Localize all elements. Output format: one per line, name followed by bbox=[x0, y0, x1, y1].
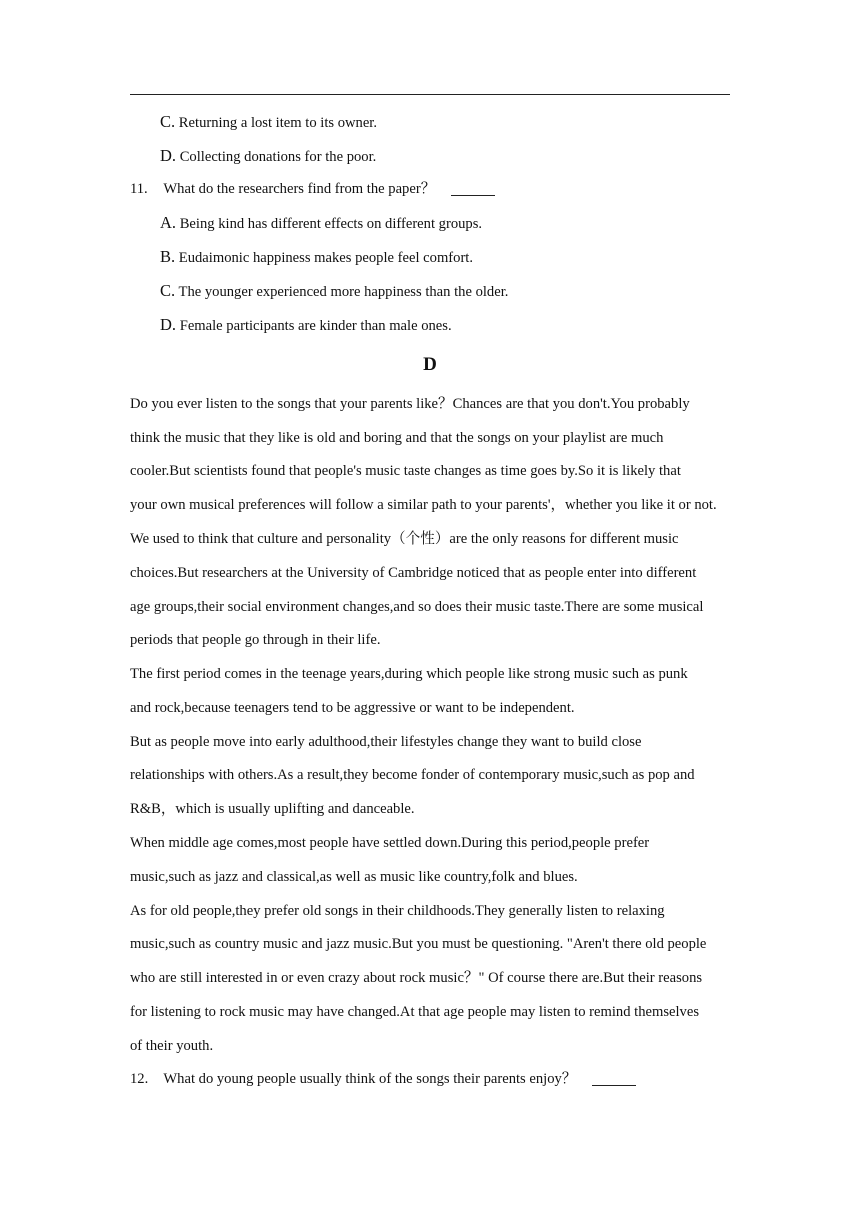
option-text: Eudaimonic happiness makes people feel comfort. bbox=[178, 250, 474, 266]
q11-option-c bbox=[160, 282, 508, 301]
option-letter: D. bbox=[160, 146, 177, 165]
question-number: 11. bbox=[130, 181, 148, 197]
option-letter: B. bbox=[160, 247, 176, 266]
option-text: Collecting donations for the poor. bbox=[179, 149, 377, 165]
passage-line: As for old people,they prefer old songs in their childhoods.They generally listen to relaxing bbox=[130, 903, 665, 919]
passage-line: We used to think that culture and personality（个性）are the only reasons for different music bbox=[130, 531, 679, 547]
passage-line: But as people move into early adulthood,their lifestyles change they want to build close bbox=[130, 734, 642, 750]
passage-line: of their youth. bbox=[130, 1038, 214, 1054]
option-letter: A. bbox=[160, 213, 177, 232]
header-rule bbox=[130, 94, 730, 95]
q10-option-c bbox=[160, 113, 377, 132]
question-text: What do young people usually think of the songs their parents enjoy？ bbox=[163, 1071, 577, 1087]
passage-line: relationships with others.As a result,they become fonder of contemporary music,such as pop and bbox=[130, 767, 695, 783]
passage-line: cooler.But scientists found that people's music taste changes as time goes by.So it is likely that bbox=[130, 463, 681, 479]
answer-blank bbox=[451, 181, 495, 196]
passage-line: Do you ever listen to the songs that your parents like？Chances are that you don't.You probably bbox=[130, 396, 690, 412]
passage-line: who are still interested in or even crazy about rock music？" Of course there are.But their reasons bbox=[130, 970, 703, 986]
q11-option-b bbox=[160, 248, 473, 267]
option-letter: C. bbox=[160, 112, 176, 131]
section-heading: D bbox=[423, 354, 437, 375]
question-12 bbox=[130, 1070, 636, 1088]
passage-line: age groups,their social environment changes,and so does their music taste.There are some musical bbox=[130, 599, 704, 615]
question-number: 12. bbox=[130, 1071, 149, 1087]
option-text: Being kind has different effects on different groups. bbox=[179, 216, 483, 232]
passage-line: for listening to rock music may have changed.At that age people may listen to remind themselves bbox=[130, 1004, 699, 1020]
passage-line: When middle age comes,most people have settled down.During this period,people prefer bbox=[130, 835, 650, 851]
passage-line: think the music that they like is old and boring and that the songs on your playlist are much bbox=[130, 430, 664, 446]
passage-line: and rock,because teenagers tend to be aggressive or want to be independent. bbox=[130, 700, 575, 716]
passage-line: music,such as country music and jazz music.But you must be questioning. "Aren't there old people bbox=[130, 936, 707, 952]
option-letter: C. bbox=[160, 281, 176, 300]
option-text: Returning a lost item to its owner. bbox=[178, 115, 378, 131]
passage-line: R&B，which is usually uplifting and danceable. bbox=[130, 801, 415, 817]
passage-line: music,such as jazz and classical,as well as music like country,folk and blues. bbox=[130, 869, 578, 885]
option-text: The younger experienced more happiness than the older. bbox=[178, 284, 509, 300]
passage-line: your own musical preferences will follow a similar path to your parents'，whether you like it or not. bbox=[130, 497, 717, 513]
answer-blank bbox=[592, 1071, 636, 1086]
question-11 bbox=[130, 180, 495, 198]
option-letter: D. bbox=[160, 315, 177, 334]
passage-line: periods that people go through in their life. bbox=[130, 632, 381, 648]
q11-option-d bbox=[160, 316, 452, 335]
question-text: What do the researchers find from the paper？ bbox=[163, 181, 436, 197]
q11-option-a bbox=[160, 214, 482, 233]
q10-option-d bbox=[160, 147, 376, 166]
option-text: Female participants are kinder than male ones. bbox=[179, 318, 452, 334]
passage-line: choices.But researchers at the University of Cambridge noticed that as people enter into different bbox=[130, 565, 697, 581]
passage-line: The first period comes in the teenage years,during which people like strong music such as punk bbox=[130, 666, 688, 682]
